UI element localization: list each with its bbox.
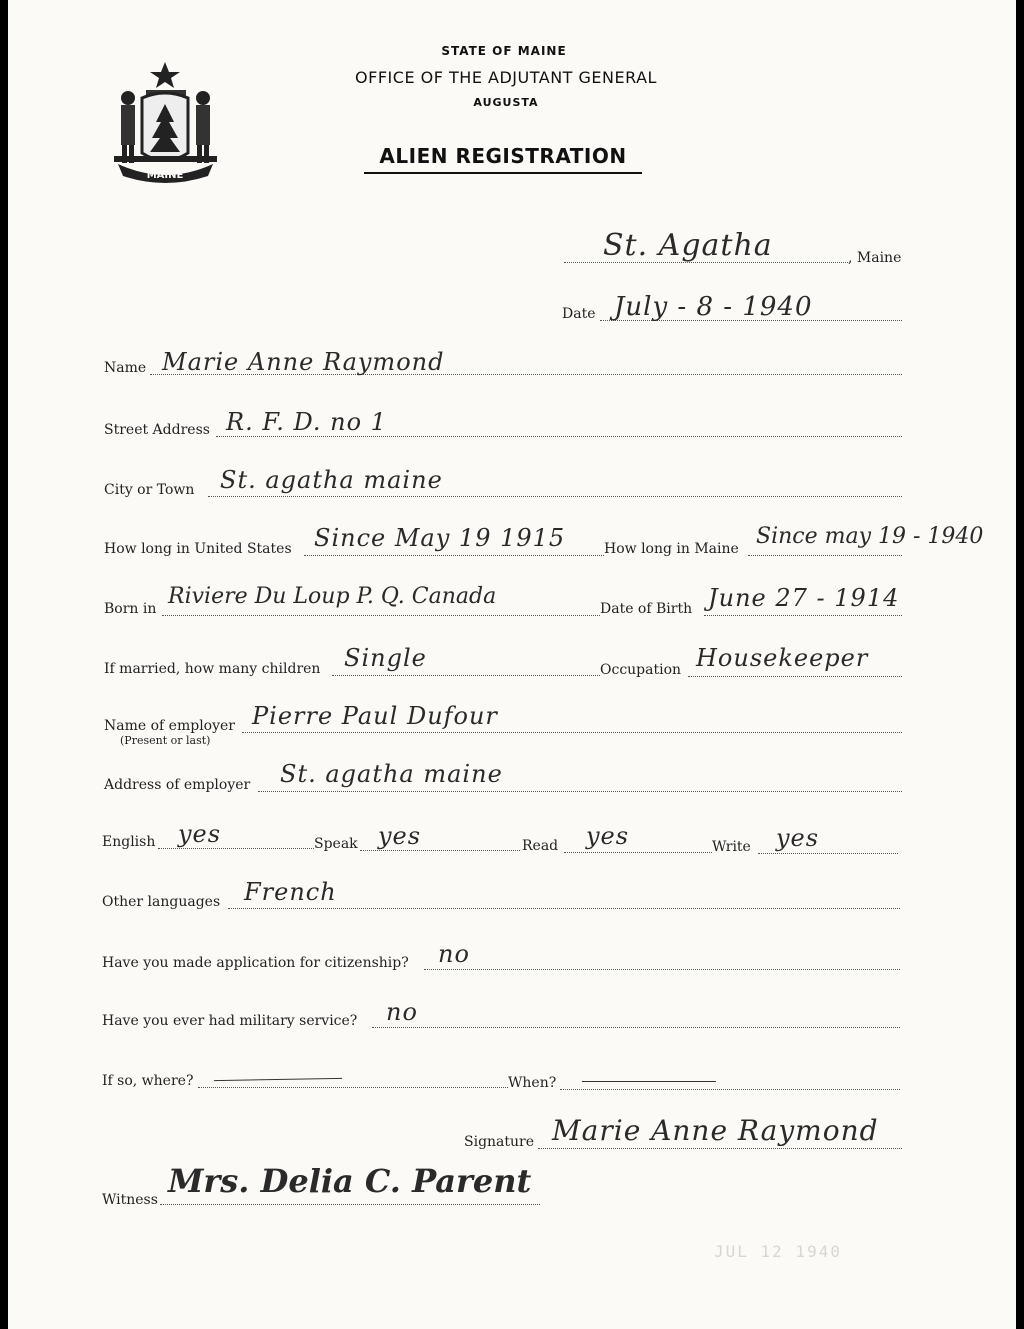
english-value: yes [178, 820, 222, 848]
header-office: OFFICE OF THE ADJUTANT GENERAL [355, 68, 657, 87]
us-time-value: Since May 19 1915 [314, 524, 566, 552]
us-time-label: How long in United States [104, 541, 292, 557]
employer-dotted-line [242, 732, 902, 733]
english-label: English [102, 834, 156, 850]
occupation-dotted-line [688, 676, 902, 677]
signature-dotted-line [538, 1148, 902, 1149]
registration-form [8, 0, 1016, 1329]
write-value: yes [776, 824, 820, 852]
witness-value: Mrs. Delia C. Parent [168, 1162, 532, 1200]
born-label: Born in [104, 601, 157, 617]
when-dotted-line [560, 1089, 900, 1090]
where-dash-mark [214, 1078, 342, 1081]
where-dotted-line [198, 1087, 508, 1088]
speak-dotted-line [360, 850, 520, 851]
occupation-value: Housekeeper [696, 644, 869, 672]
header-city: AUGUSTA [473, 96, 539, 109]
employer-address-label: Address of employer [104, 777, 251, 793]
speak-value: yes [378, 822, 422, 850]
english-dotted-line [158, 848, 314, 849]
employer-address-dotted-line [258, 791, 902, 792]
birth-date-value: June 27 - 1914 [708, 584, 900, 612]
seal-text: MAINE [146, 170, 184, 181]
citizenship-label: Have you made application for citizenship? [102, 955, 409, 971]
maine-time-label: How long in Maine [604, 541, 739, 557]
write-label: Write [712, 839, 751, 855]
employer-value: Pierre Paul Dufour [252, 702, 498, 730]
military-label: Have you ever had military service? [102, 1013, 358, 1029]
street-value: R. F. D. no 1 [226, 408, 387, 436]
read-label: Read [522, 838, 559, 854]
born-value: Riviere Du Loup P. Q. Canada [168, 584, 497, 609]
signature-value: Marie Anne Raymond [552, 1114, 879, 1147]
military-value: no [386, 998, 418, 1026]
witness-label: Witness [102, 1192, 158, 1208]
place-value: St. Agatha [603, 228, 773, 263]
children-label: If married, how many children [104, 661, 321, 677]
name-value: Marie Anne Raymond [162, 348, 445, 376]
header-state: STATE OF MAINE [441, 44, 567, 58]
street-dotted-line [216, 436, 902, 437]
other-languages-dotted-line [228, 908, 900, 909]
place-label: , Maine [848, 250, 902, 266]
us-time-dotted-line [304, 555, 604, 556]
city-label: City or Town [104, 482, 195, 498]
children-value: Single [344, 644, 427, 672]
form-title: ALIEN REGISTRATION [364, 144, 642, 174]
military-dotted-line [372, 1027, 900, 1028]
occupation-label: Occupation [600, 662, 682, 678]
maine-time-dotted-line [748, 555, 902, 556]
citizenship-value: no [438, 940, 470, 968]
born-dotted-line [162, 615, 600, 616]
when-label: When? [508, 1075, 557, 1091]
date-label: Date [562, 306, 596, 322]
witness-dotted-line [160, 1204, 540, 1205]
employer-label: Name of employer [104, 718, 235, 734]
children-dotted-line [332, 675, 600, 676]
where-label: If so, where? [102, 1073, 194, 1089]
city-value: St. agatha maine [220, 466, 443, 494]
speak-label: Speak [314, 836, 358, 852]
received-stamp: JUL 12 1940 [714, 1242, 842, 1261]
write-dotted-line [758, 853, 898, 854]
birth-date-dotted-line [704, 615, 902, 616]
city-dotted-line [208, 496, 902, 497]
name-label: Name [104, 360, 147, 376]
signature-label: Signature [464, 1134, 535, 1150]
employer-sublabel: (Present or last) [120, 734, 211, 747]
maine-time-value: Since may 19 - 1940 [756, 524, 984, 549]
employer-address-value: St. agatha maine [280, 760, 503, 788]
citizenship-dotted-line [424, 969, 900, 970]
other-languages-label: Other languages [102, 894, 221, 910]
street-label: Street Address [104, 422, 210, 438]
other-languages-value: French [244, 878, 337, 906]
when-dash-mark [582, 1081, 716, 1082]
read-value: yes [586, 822, 630, 850]
birth-date-label: Date of Birth [600, 601, 693, 617]
read-dotted-line [564, 852, 712, 853]
date-value: July - 8 - 1940 [614, 292, 813, 322]
